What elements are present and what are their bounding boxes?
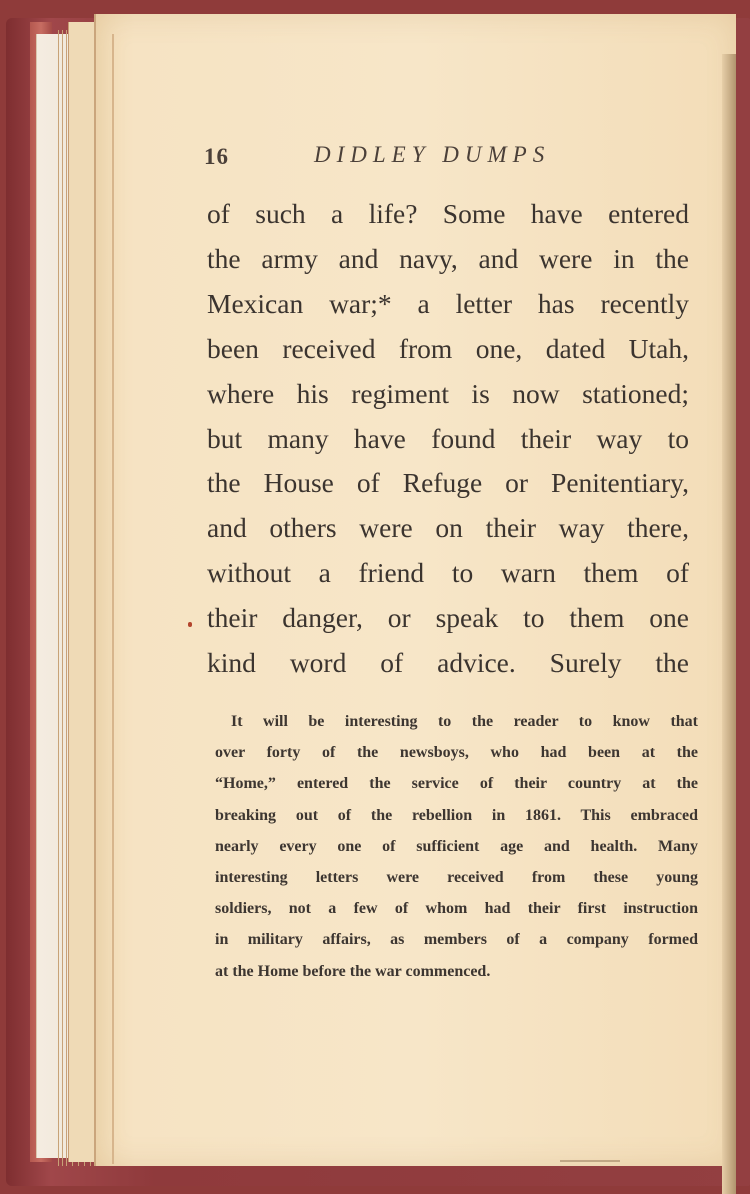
body-line: Mexican war;* a letter has recently: [207, 287, 689, 319]
running-title: DIDLEY DUMPS: [314, 142, 551, 167]
body-line: of such a life? Some have entered: [207, 198, 689, 229]
body-line: and others were on their way there,: [207, 512, 689, 544]
footnote-line: nearly every one of sufficient age and health. Many: [215, 837, 698, 855]
body-text: [207, 192, 689, 686]
body-line: the House of Refuge or Penitentiary,: [207, 467, 689, 499]
body-line: but many have found their way to: [207, 422, 689, 454]
footnote-line: soldiers, not a few of whom had their first instruction: [215, 900, 698, 918]
ink-mark: [188, 622, 192, 627]
footnote-line: in military affairs, as members of a company formed: [215, 931, 698, 949]
page-stain: [560, 1160, 620, 1162]
body-line: their danger, or speak to them one: [207, 602, 689, 634]
page-right-edge: [722, 54, 736, 1194]
footnote: [215, 706, 698, 987]
page-stack-edge: [62, 30, 63, 1166]
body-line: been received from one, dated Utah,: [207, 332, 689, 364]
body-line: the army and navy, and were in the: [207, 242, 689, 274]
body-line: kind word of advice. Surely the: [207, 647, 689, 679]
footnote-line: at the Home before the war commenced.: [215, 962, 491, 980]
footnote-line: “Home,” entered the service of their country at the: [215, 775, 698, 793]
page-fold-line: [112, 34, 114, 1164]
page-stack-edge: [66, 30, 67, 1166]
body-line: without a friend to warn them of: [207, 557, 689, 589]
footnote-line: over forty of the newsboys, who had been at the: [215, 744, 698, 762]
page-stack-edge: [58, 30, 59, 1166]
footnote-line: interesting letters were received from these young: [215, 869, 698, 887]
page-number: 16: [204, 144, 229, 169]
body-line: where his regiment is now stationed;: [207, 377, 689, 409]
footnote-line: It will be interesting to the reader to know that: [231, 713, 698, 730]
footnote-line: breaking out of the rebellion in 1861. This embraced: [215, 806, 698, 824]
